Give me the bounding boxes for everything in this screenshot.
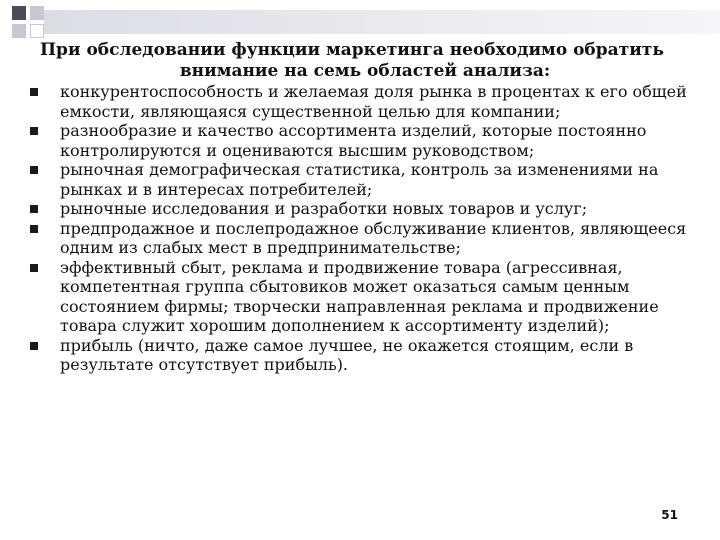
list-item-text: эффективный сбыт, реклама и продвижение товара (агрессивная, компетентная группа сбытовиков может оказаться самым ценным состоянием фирмы; творчески направленная реклама и продвижение товара служит хорошим дополнением к ассортименту изделий);: [60, 257, 659, 335]
list-item: [18, 258, 700, 336]
list-item-text: конкурентоспособность и желаемая доля рынка в процентах к его общей емкости, являющаяся существенной целью для компании;: [60, 82, 687, 121]
header-bar: [44, 10, 720, 34]
analysis-areas-list: [18, 82, 700, 375]
decor-square: [30, 24, 44, 38]
slide-title: [40, 40, 720, 82]
list-item: [18, 219, 700, 258]
list-item: [18, 160, 700, 199]
list-item: [18, 82, 700, 121]
slide-title-line-2: внимание на семь областей анализа:: [179, 61, 551, 81]
square-bullet-icon: [30, 205, 38, 213]
list-item-text: разнообразие и качество ассортимента изделий, которые постоянно контролируются и оцениваются высшим руководством;: [60, 121, 647, 160]
square-bullet-icon: [30, 88, 38, 96]
list-item: [18, 199, 700, 219]
list-item: [18, 121, 700, 160]
page-number: 51: [661, 508, 678, 522]
list-item-text: рыночная демографическая статистика, контроль за изменениями на рынках и в интересах потребителей;: [60, 160, 659, 199]
square-bullet-icon: [30, 127, 38, 135]
slide-title-line-1: При обследовании функции маркетинга необходимо обратить: [40, 40, 664, 60]
list-item: [18, 336, 700, 375]
decor-square: [12, 24, 26, 38]
list-item-text: рыночные исследования и разработки новых товаров и услуг;: [60, 199, 588, 218]
list-item-text: прибыль (ничто, даже самое лучшее, не окажется стоящим, если в результате отсутствует прибыль).: [60, 335, 634, 374]
square-bullet-icon: [30, 166, 38, 174]
square-bullet-icon: [30, 264, 38, 272]
square-bullet-icon: [30, 342, 38, 350]
square-bullet-icon: [30, 225, 38, 233]
decor-square: [12, 6, 26, 20]
list-item-text: предпродажное и послепродажное обслуживание клиентов, являющееся одним из слабых мест в предпринимательстве;: [60, 218, 687, 257]
decor-square: [30, 6, 44, 20]
